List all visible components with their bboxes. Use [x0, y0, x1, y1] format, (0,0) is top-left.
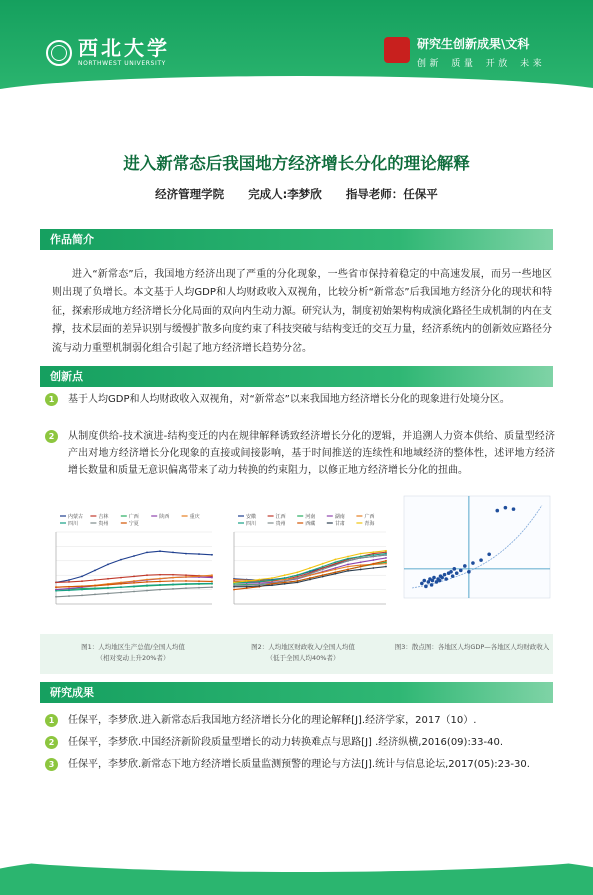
data-point: [172, 588, 174, 590]
data-point: [233, 589, 235, 591]
result-text: 任保平，李梦欣.进入新常态后我国地方经济增长分化的理论解释[J].经济学家，2017（10）.: [68, 715, 477, 726]
figure-3-svg: [392, 488, 554, 616]
caption-line: 图3：散点图：各地区人均GDP—各地区人均财政收入: [394, 643, 550, 651]
data-point: [334, 564, 336, 566]
program-title: 研究生创新成果\文科: [417, 37, 530, 51]
data-point: [309, 573, 311, 575]
data-point: [385, 563, 387, 565]
number-badge: 3: [45, 758, 58, 771]
scatter-point: [512, 507, 516, 511]
data-point: [372, 556, 374, 558]
data-point: [284, 577, 286, 579]
data-point: [55, 590, 57, 592]
legend-label: 青海: [364, 521, 375, 527]
scatter-point: [438, 579, 442, 583]
data-point: [146, 590, 148, 592]
figure-3-caption: [392, 642, 552, 653]
intro-paragraph: 进入“新常态”后，我国地方经济出现了严重的分化现象，一些省市保持着稳定的中高速发展，而另一些地区则出现了负增长。本文基于人均GDP和人均财政收入双视角，比较分析“新常态”后我国地方经济分化的现状和特征，探索形成地方经济增长分化局面的双向内生动力源。研究认为，制度初始架构构成演化路径生成机制的内在支撑，技术层面的差异识别与缓慢扩散多向度约束了科技突破与结构变迁的交互力量，经济系统内的创新效应路径分流与动力重塑机制弱化组合引起了地方经济增长趋势分岔。: [52, 269, 552, 354]
graduate-cap-badge-icon: [384, 37, 410, 63]
legend-label: 湖南: [334, 514, 345, 520]
number-badge: 1: [45, 393, 58, 406]
legend-label: 吉林: [98, 514, 109, 520]
program-slogan: 创新 质量 开放 未来: [417, 59, 546, 69]
data-point: [146, 579, 148, 581]
plot-area: [404, 496, 550, 598]
data-point: [159, 584, 161, 586]
data-point: [271, 579, 273, 581]
data-point: [133, 582, 135, 584]
data-point: [258, 585, 260, 587]
data-point: [347, 566, 349, 568]
scatter-point: [430, 583, 434, 587]
scatter-point: [463, 564, 467, 568]
data-point: [347, 558, 349, 560]
data-point: [107, 564, 109, 566]
data-point: [360, 561, 362, 563]
data-point: [233, 582, 235, 584]
data-point: [296, 582, 298, 584]
data-point: [296, 577, 298, 579]
section-heading-results: 研究成果: [40, 682, 553, 703]
data-point: [120, 583, 122, 585]
data-point: [322, 563, 324, 565]
data-point: [94, 585, 96, 587]
data-point: [146, 574, 148, 576]
data-point: [159, 589, 161, 591]
data-point: [284, 583, 286, 585]
series-line: [234, 567, 386, 587]
school-name: 经济管理学院: [155, 187, 225, 201]
data-point: [159, 581, 161, 583]
legend-label: 贵州: [275, 521, 286, 527]
legend-label: 安徽: [246, 514, 257, 520]
data-point: [133, 580, 135, 582]
data-point: [94, 594, 96, 596]
data-point: [347, 560, 349, 562]
data-point: [146, 584, 148, 586]
footer-wave: [0, 850, 593, 895]
data-point: [120, 559, 122, 561]
data-point: [385, 560, 387, 562]
data-point: [68, 579, 70, 581]
data-point: [107, 584, 109, 586]
data-point: [334, 569, 336, 571]
data-point: [94, 570, 96, 572]
data-point: [159, 550, 161, 552]
data-point: [94, 588, 96, 590]
data-point: [146, 581, 148, 583]
scatter-point: [452, 567, 456, 571]
data-point: [334, 573, 336, 575]
data-point: [159, 578, 161, 580]
scatter-point: [504, 506, 508, 510]
data-point: [296, 574, 298, 576]
figure-2-caption: [228, 642, 378, 664]
innovation-text: 从制度供给-技术演进-结构变迁的内在规律解释诱致经济增长分化的逻辑，并追溯人力资本供给、质量型经济产出对地方经济增长分化现象的直接或间接影响，基于时间推送的连续性和地域经济的整体性，述评地方经济增长数量和质量无意识偏离带来了动力转换的约束阻力，以修正地方经济增长分化的扭曲。: [68, 431, 555, 476]
data-point: [385, 554, 387, 556]
legend-label: 宁夏: [128, 521, 139, 527]
data-point: [198, 583, 200, 585]
author-line: [0, 186, 593, 202]
scatter-point: [451, 574, 455, 578]
data-point: [385, 566, 387, 568]
data-point: [68, 586, 70, 588]
innovation-item: [45, 391, 555, 408]
data-point: [55, 582, 57, 584]
author-name: 完成人:李梦欣: [248, 187, 322, 201]
data-point: [211, 574, 213, 576]
data-point: [360, 569, 362, 571]
data-point: [385, 550, 387, 552]
data-point: [81, 589, 83, 591]
data-point: [322, 576, 324, 578]
data-point: [372, 567, 374, 569]
data-point: [233, 586, 235, 588]
data-point: [107, 578, 109, 580]
scatter-point: [467, 570, 471, 574]
result-item: [45, 756, 555, 773]
data-point: [81, 594, 83, 596]
data-point: [81, 580, 83, 582]
figure-1-caption: [58, 642, 208, 664]
university-seal-icon: [46, 40, 72, 66]
data-point: [372, 559, 374, 561]
result-item: [45, 712, 555, 729]
scatter-point: [495, 509, 499, 513]
legend-label: 内蒙古: [68, 514, 84, 520]
data-point: [309, 570, 311, 572]
data-point: [68, 589, 70, 591]
figure-1-svg: [46, 508, 216, 616]
innovation-text: 基于人均GDP和人均财政收入双视角，对“新常态”以来我国地方经济增长分化的现象进行处境分区。: [68, 394, 510, 405]
data-point: [347, 564, 349, 566]
data-point: [211, 581, 213, 583]
result-text: 任保平，李梦欣.中国经济新阶段质量型增长的动力转换难点与思路[J] .经济纵横,2016(09):33-40.: [68, 737, 504, 748]
poster-title: 进入新常态后我国地方经济增长分化的理论解释: [123, 154, 470, 173]
data-point: [172, 583, 174, 585]
legend-label: 广西: [128, 514, 139, 520]
number-badge: 2: [45, 430, 58, 443]
data-point: [198, 575, 200, 577]
data-point: [334, 561, 336, 563]
data-point: [198, 587, 200, 589]
data-point: [146, 552, 148, 554]
data-point: [198, 553, 200, 555]
data-point: [107, 593, 109, 595]
figure-1-chart: [46, 508, 216, 616]
scatter-point: [479, 558, 483, 562]
data-point: [107, 587, 109, 589]
legend-label: 重庆: [189, 514, 200, 520]
data-point: [385, 557, 387, 559]
legend-label: 四川: [68, 521, 79, 527]
scatter-point: [420, 582, 424, 586]
scatter-point: [459, 569, 463, 573]
data-point: [211, 577, 213, 579]
university-name-en: NORTHWEST UNIVERSITY: [78, 60, 166, 67]
data-point: [211, 582, 213, 584]
data-point: [185, 587, 187, 589]
data-point: [322, 566, 324, 568]
number-badge: 2: [45, 736, 58, 749]
data-point: [296, 571, 298, 573]
advisor-name: 指导老师：任保平: [345, 187, 438, 201]
data-point: [68, 588, 70, 590]
legend-label: 西藏: [305, 521, 316, 527]
data-point: [309, 579, 311, 581]
data-point: [159, 574, 161, 576]
data-point: [55, 596, 57, 598]
data-point: [233, 579, 235, 581]
data-point: [185, 574, 187, 576]
figure-2-svg: [226, 508, 391, 616]
figure-3-chart: [392, 488, 554, 616]
result-text: 任保平，李梦欣.新常态下地方经济增长质量监测预警的理论与方法[J].统计与信息论坛,2017(05):23-30.: [68, 759, 530, 770]
data-point: [198, 580, 200, 582]
data-point: [81, 585, 83, 587]
scatter-point: [444, 577, 448, 581]
data-point: [372, 563, 374, 565]
data-point: [120, 577, 122, 579]
scatter-point: [424, 585, 428, 589]
data-point: [133, 555, 135, 557]
section-heading-intro: 作品简介: [40, 229, 553, 250]
data-point: [360, 557, 362, 559]
data-point: [360, 553, 362, 555]
data-point: [211, 554, 213, 556]
data-point: [185, 576, 187, 578]
scatter-point: [440, 576, 444, 580]
data-point: [172, 552, 174, 554]
data-point: [81, 576, 83, 578]
section-heading-innovation: 创新点: [40, 366, 553, 387]
data-point: [68, 581, 70, 583]
university-logo: [46, 38, 170, 67]
legend-label: 贵州: [98, 521, 109, 527]
poster-header: [0, 0, 593, 92]
data-point: [334, 558, 336, 560]
data-point: [185, 580, 187, 582]
scatter-point: [443, 573, 447, 577]
scatter-point: [422, 579, 426, 583]
legend-label: 江西: [275, 514, 286, 520]
data-point: [185, 583, 187, 585]
legend-label: 四川: [246, 521, 257, 527]
data-point: [133, 576, 135, 578]
data-point: [133, 591, 135, 593]
data-point: [372, 551, 374, 553]
legend-label: 甘肃: [334, 521, 345, 527]
data-point: [347, 570, 349, 572]
number-badge: 1: [45, 714, 58, 727]
data-point: [211, 586, 213, 588]
figure-2-chart: [226, 508, 391, 616]
data-point: [322, 571, 324, 573]
data-point: [185, 553, 187, 555]
caption-line: （低于全国人均40%者）: [266, 654, 340, 662]
scatter-point: [432, 576, 436, 580]
caption-line: （相对变动上升20%者）: [96, 654, 170, 662]
header-wave: [0, 76, 593, 92]
data-point: [347, 556, 349, 558]
caption-line: 图1：人均地区生产总值/全国人均值: [81, 643, 185, 651]
caption-line: 图2：人均地区财政收入/全国人均值: [251, 643, 355, 651]
legend-label: 河南: [305, 514, 316, 520]
data-point: [246, 580, 248, 582]
data-point: [309, 567, 311, 569]
data-point: [258, 581, 260, 583]
data-point: [172, 577, 174, 579]
data-point: [55, 586, 57, 588]
data-point: [271, 577, 273, 579]
data-point: [246, 586, 248, 588]
data-point: [120, 586, 122, 588]
data-point: [258, 579, 260, 581]
data-point: [271, 584, 273, 586]
scatter-point: [471, 561, 475, 565]
data-point: [284, 574, 286, 576]
scatter-point: [449, 570, 453, 574]
innovation-item: [45, 428, 555, 479]
university-name-cn: 西北大学: [78, 36, 170, 60]
data-point: [120, 592, 122, 594]
data-point: [133, 585, 135, 587]
scatter-point: [487, 552, 491, 556]
legend-label: 陕西: [159, 514, 170, 520]
data-point: [172, 574, 174, 576]
scatter-point: [455, 571, 459, 575]
program-logo: [384, 37, 545, 69]
data-point: [360, 566, 362, 568]
data-point: [172, 580, 174, 582]
data-point: [68, 595, 70, 597]
data-point: [94, 579, 96, 581]
legend-label: 广西: [364, 514, 375, 520]
data-point: [322, 569, 324, 571]
result-item: [45, 734, 555, 751]
